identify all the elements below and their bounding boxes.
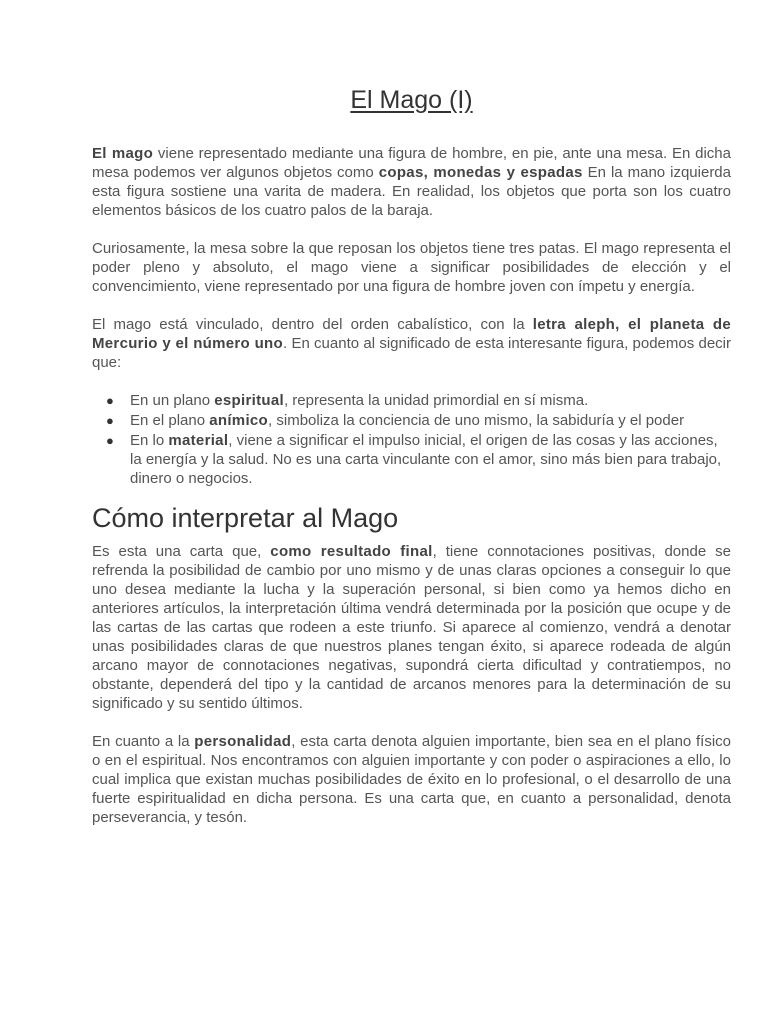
- paragraph-interpretation: [92, 542, 731, 713]
- paragraph-personality: [92, 732, 731, 827]
- list-item: [92, 411, 731, 430]
- paragraph-text: Es esta una carta que,: [92, 543, 271, 560]
- meaning-list: [92, 391, 731, 488]
- paragraph-text: viene representado mediante una figura de hombre, en pie, ante una mesa. En dicha mesa podemos ver algunos objetos como: [92, 145, 731, 181]
- paragraph-text: En la mano izquierda esta figura sostiene una varita de madera. En realidad, los objetos que porta son los cuatro elementos básicos de los cuatro palos de la baraja.: [92, 164, 731, 219]
- paragraph-text: El mago está vinculado, dentro del orden cabalístico, con la: [92, 316, 533, 333]
- list-item-text: , simboliza la conciencia de uno mismo, la sabiduría y el poder: [268, 412, 685, 429]
- paragraph-text: Curiosamente, la mesa sobre la que reposan los objetos tiene tres patas. El mago representa el poder pleno y absoluto, el mago viene a significar posibilidades de elección y el convencimiento, viene representado por una figura de hombre joven con ímpetu y energía.: [92, 240, 731, 295]
- paragraph-text: , esta carta denota alguien importante, bien sea en el plano físico o en el espiritual. Nos encontramos con alguien importante y con poder o aspiraciones a ello, lo cual implica que existan muchas posibilidades de éxito en lo profesional, o el desarrollo de una fuerte espiritualidad en dicha persona. Es una carta que, en cuanto a personalidad, denota perseverancia, y tesón.: [92, 733, 731, 826]
- bold-text: El mago: [92, 145, 154, 162]
- paragraph-text: En cuanto a la: [92, 733, 195, 750]
- paragraph-mesa: [92, 239, 731, 296]
- list-item-text: , representa la unidad primordial en sí misma.: [283, 392, 589, 409]
- bold-text: copas, monedas y espadas: [378, 164, 583, 181]
- bold-text: personalidad: [194, 733, 292, 750]
- bold-text: espiritual: [214, 392, 284, 409]
- bold-text: letra aleph, el planeta de Mercurio y el número uno: [92, 316, 731, 352]
- list-item-text: , viene a significar el impulso inicial, el origen de las cosas y las acciones, la energía y la salud. No es una carta vinculante con el amor, sino más bien para trabajo, dinero o negocios.: [130, 432, 722, 487]
- section-title: Cómo interpretar al Mago: [92, 503, 399, 533]
- bold-text: anímico: [209, 412, 269, 429]
- bullet-icon: ●: [106, 433, 114, 448]
- list-item-text: En lo: [130, 432, 169, 449]
- bold-text: como resultado final: [270, 543, 433, 560]
- list-item-text: En un plano: [130, 392, 215, 409]
- list-item-text: En el plano: [130, 412, 210, 429]
- paragraph-intro: [92, 144, 731, 220]
- list-item: [92, 391, 731, 410]
- paragraph-cabala: [92, 315, 731, 372]
- bullet-icon: ●: [106, 413, 114, 428]
- bullet-icon: ●: [106, 393, 114, 408]
- paragraph-text: . En cuanto al significado de esta interesante figura, podemos decir que:: [92, 335, 731, 371]
- list-item: [92, 431, 731, 488]
- document-title: El Mago (I): [350, 86, 473, 114]
- bold-text: material: [168, 432, 229, 449]
- paragraph-text: , tiene connotaciones positivas, donde se refrenda la posibilidad de cambio por uno mismo y de unas claras opciones a conseguir lo que uno desea mediante la lucha y la superación personal, si bien como ya hemos dicho en anteriores artículos, la interpretación última vendrá determinada por la posición que ocupe y de las cartas de las cartas que rodeen a este triunfo. Si aparece al comienzo, vendrá a denotar unas posibilidades claras de que nuestros planes tengan éxito, si aparece rodeada de algún arcano mayor de connotaciones negativas, supondrá cierta dificultad y contratiempos, no obstante, dependerá del tipo y la cantidad de arcanos menores para la determinación de su significado y su sentido últimos.: [92, 543, 731, 712]
